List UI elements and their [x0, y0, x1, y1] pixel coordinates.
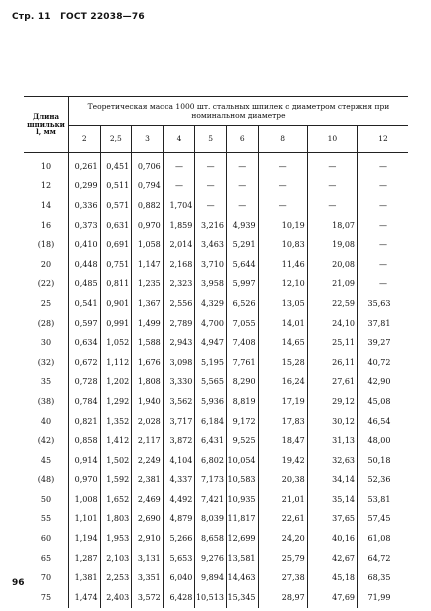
- mass-cell: 1,652: [100, 490, 132, 510]
- mass-cell: 18,47: [258, 431, 307, 451]
- mass-cell: 2,323: [163, 275, 195, 295]
- mass-cell: 24,20: [258, 529, 307, 549]
- length-cell: (22): [24, 275, 68, 295]
- mass-cell: 3,216: [195, 216, 227, 236]
- mass-cell: 2,014: [163, 235, 195, 255]
- mass-cell: 0,672: [68, 353, 100, 373]
- length-cell: 25: [24, 294, 68, 314]
- mass-cell: 19,42: [258, 451, 307, 471]
- mass-cell: —: [379, 259, 387, 269]
- mass-cell: 5,195: [195, 353, 227, 373]
- mass-cell: 57,45: [367, 514, 391, 524]
- mass-cell: 53,81: [367, 494, 391, 504]
- mass-cell: 1,502: [100, 451, 132, 471]
- length-cell: (42): [24, 431, 68, 451]
- mass-cell: 4,947: [195, 333, 227, 353]
- mass-cell: 3,872: [163, 431, 195, 451]
- mass-cell: —: [258, 153, 307, 177]
- mass-cell: 15,345: [226, 588, 258, 608]
- mass-cell: 5,266: [163, 529, 195, 549]
- diameter-header-cell: 12: [358, 126, 408, 153]
- length-cell: 12: [24, 177, 68, 197]
- mass-cell: 10,054: [226, 451, 258, 471]
- mass-cell: 1,859: [163, 216, 195, 236]
- mass-cell: 1,381: [68, 568, 100, 588]
- mass-cell: 0,631: [100, 216, 132, 236]
- length-cell: 35: [24, 373, 68, 393]
- mass-cell: 2,028: [132, 412, 164, 432]
- mass-cell: 45,18: [307, 568, 357, 588]
- mass-cell: 27,61: [307, 373, 357, 393]
- mass-cell: 18,07: [307, 216, 357, 236]
- mass-cell: 14,463: [226, 568, 258, 588]
- mass-cell: 2,556: [163, 294, 195, 314]
- mass-cell: 1,474: [68, 588, 100, 608]
- mass-cell: 1,808: [132, 373, 164, 393]
- mass-cell: 7,421: [195, 490, 227, 510]
- page-number: 96: [12, 578, 25, 588]
- mass-cell: 4,337: [163, 471, 195, 491]
- mass-cell: 25,79: [258, 549, 307, 569]
- mass-cell: 2,249: [132, 451, 164, 471]
- table-row: [24, 568, 408, 588]
- mass-cell: 2,789: [163, 314, 195, 334]
- table-row: [24, 373, 408, 393]
- diameter-header-cell: 8: [258, 126, 307, 153]
- mass-cell: 10,513: [195, 588, 227, 608]
- table-row: [24, 490, 408, 510]
- mass-cell: —: [379, 181, 387, 191]
- mass-cell: 3,717: [163, 412, 195, 432]
- length-cell: 75: [24, 588, 68, 608]
- mass-cell: —: [163, 177, 195, 197]
- mass-cell: 2,469: [132, 490, 164, 510]
- table-row: [24, 510, 408, 530]
- mass-cell: 0,261: [68, 153, 100, 177]
- mass-cell: 71,99: [367, 592, 391, 602]
- length-cell: (48): [24, 471, 68, 491]
- mass-cell: 4,879: [163, 510, 195, 530]
- mass-cell: 25,11: [307, 333, 357, 353]
- mass-cell: 29,12: [307, 392, 357, 412]
- mass-cell: 39,27: [367, 338, 391, 348]
- mass-cell: 3,562: [163, 392, 195, 412]
- mass-cell: 22,61: [258, 510, 307, 530]
- mass-cell: 7,173: [195, 471, 227, 491]
- mass-cell: 2,403: [100, 588, 132, 608]
- mass-cell: 1,940: [132, 392, 164, 412]
- length-cell: (28): [24, 314, 68, 334]
- mass-cell: 37,65: [307, 510, 357, 530]
- mass-cell: 5,936: [195, 392, 227, 412]
- mass-cell: 1,058: [132, 235, 164, 255]
- mass-cell: 20,38: [258, 471, 307, 491]
- table-row: [24, 353, 408, 373]
- mass-cell: 16,24: [258, 373, 307, 393]
- mass-cell: 1,112: [100, 353, 132, 373]
- mass-table: [24, 96, 408, 608]
- mass-cell: —: [226, 196, 258, 216]
- mass-cell: 21,09: [307, 275, 357, 295]
- length-header-line: Длина: [32, 112, 59, 122]
- mass-cell: —: [258, 177, 307, 197]
- mass-cell: 19,08: [307, 235, 357, 255]
- mass-cell: 5,653: [163, 549, 195, 569]
- mass-cell: 10,83: [258, 235, 307, 255]
- length-cell: 14: [24, 196, 68, 216]
- mass-cell: 14,65: [258, 333, 307, 353]
- mass-cell: 8,039: [195, 510, 227, 530]
- table-row: [24, 177, 408, 197]
- mass-cell: —: [307, 196, 357, 216]
- mass-cell: 1,953: [100, 529, 132, 549]
- mass-cell: 1,412: [100, 431, 132, 451]
- table-row: [24, 196, 408, 216]
- mass-cell: 7,761: [226, 353, 258, 373]
- length-cell: 60: [24, 529, 68, 549]
- table-row: [24, 549, 408, 569]
- mass-cell: 1,676: [132, 353, 164, 373]
- mass-cell: 1,194: [68, 529, 100, 549]
- mass-cell: 1,202: [100, 373, 132, 393]
- mass-cell: 12,699: [226, 529, 258, 549]
- mass-cell: 0,373: [68, 216, 100, 236]
- mass-cell: 0,634: [68, 333, 100, 353]
- mass-cell: 1,499: [132, 314, 164, 334]
- table-row: [24, 255, 408, 275]
- mass-cell: 35,14: [307, 490, 357, 510]
- diameter-header-row: [24, 126, 408, 153]
- mass-cell: 0,728: [68, 373, 100, 393]
- mass-cell: 0,451: [100, 153, 132, 177]
- mass-cell: 3,958: [195, 275, 227, 295]
- mass-cell: 11,817: [226, 510, 258, 530]
- mass-cell: 27,38: [258, 568, 307, 588]
- mass-cell: —: [226, 153, 258, 177]
- mass-cell: 8,290: [226, 373, 258, 393]
- mass-cell: 2,910: [132, 529, 164, 549]
- mass-cell: 7,055: [226, 314, 258, 334]
- mass-cell: 0,821: [68, 412, 100, 432]
- length-column-header: [24, 97, 68, 153]
- mass-cell: —: [379, 240, 387, 250]
- mass-cell: 0,784: [68, 392, 100, 412]
- mass-cell: 9,172: [226, 412, 258, 432]
- length-cell: (18): [24, 235, 68, 255]
- mass-cell: 32,63: [307, 451, 357, 471]
- mass-cell: 4,700: [195, 314, 227, 334]
- mass-cell: 3,463: [195, 235, 227, 255]
- mass-cell: 1,352: [100, 412, 132, 432]
- mass-cell: 5,997: [226, 275, 258, 295]
- mass-cell: —: [163, 153, 195, 177]
- mass-cell: —: [226, 177, 258, 197]
- mass-cell: —: [379, 279, 387, 289]
- length-cell: 55: [24, 510, 68, 530]
- mass-cell: —: [379, 200, 387, 210]
- diameter-header-cell: 10: [307, 126, 357, 153]
- table-row: [24, 588, 408, 608]
- mass-cell: 64,72: [367, 553, 391, 563]
- mass-cell: 24,10: [307, 314, 357, 334]
- mass-cell: 0,811: [100, 275, 132, 295]
- mass-cell: 35,63: [367, 298, 391, 308]
- mass-cell: 15,28: [258, 353, 307, 373]
- table-row: [24, 529, 408, 549]
- mass-cell: 21,01: [258, 490, 307, 510]
- length-cell: 40: [24, 412, 68, 432]
- mass-cell: 0,751: [100, 255, 132, 275]
- mass-cell: 40,16: [307, 529, 357, 549]
- mass-cell: 4,104: [163, 451, 195, 471]
- mass-cell: 0,794: [132, 177, 164, 197]
- length-header-line: шпильки: [27, 119, 65, 129]
- mass-cell: 6,040: [163, 568, 195, 588]
- mass-cell: 2,253: [100, 568, 132, 588]
- length-cell: 65: [24, 549, 68, 569]
- mass-cell: 0,448: [68, 255, 100, 275]
- mass-cell: 0,511: [100, 177, 132, 197]
- table-row: [24, 333, 408, 353]
- standard-code: ГОСТ 22038—76: [60, 12, 145, 22]
- mass-cell: —: [307, 153, 357, 177]
- length-cell: 16: [24, 216, 68, 236]
- mass-cell: 0,991: [100, 314, 132, 334]
- mass-cell: 2,168: [163, 255, 195, 275]
- length-cell: 10: [24, 153, 68, 177]
- table-row: [24, 412, 408, 432]
- mass-cell: 1,235: [132, 275, 164, 295]
- mass-cell: 5,291: [226, 235, 258, 255]
- mass-cell: —: [258, 196, 307, 216]
- mass-cell: 14,01: [258, 314, 307, 334]
- mass-cell: 1,803: [100, 510, 132, 530]
- mass-cell: 42,67: [307, 549, 357, 569]
- mass-cell: —: [379, 220, 387, 230]
- mass-cell: 3,098: [163, 353, 195, 373]
- length-cell: 20: [24, 255, 68, 275]
- diameter-header-cell: 6: [226, 126, 258, 153]
- mass-cell: 13,581: [226, 549, 258, 569]
- length-header-line: l, мм: [36, 127, 56, 137]
- mass-cell: 0,597: [68, 314, 100, 334]
- length-cell: (38): [24, 392, 68, 412]
- mass-cell: —: [195, 153, 227, 177]
- mass-cell: 5,644: [226, 255, 258, 275]
- mass-cell: 37,81: [367, 318, 391, 328]
- mass-cell: 1,292: [100, 392, 132, 412]
- mass-cell: 3,351: [132, 568, 164, 588]
- mass-cell: 46,54: [367, 416, 391, 426]
- mass-cell: 8,819: [226, 392, 258, 412]
- mass-cell: —: [307, 177, 357, 197]
- mass-cell: 20,08: [307, 255, 357, 275]
- mass-cell: 30,12: [307, 412, 357, 432]
- mass-cell: 0,541: [68, 294, 100, 314]
- mass-cell: 0,970: [132, 216, 164, 236]
- mass-cell: 0,858: [68, 431, 100, 451]
- mass-cell: 47,69: [307, 588, 357, 608]
- table-row: [24, 153, 408, 177]
- mass-cell: 45,08: [367, 396, 391, 406]
- page-header: [12, 12, 151, 22]
- mass-cell: 9,525: [226, 431, 258, 451]
- mass-cell: —: [195, 177, 227, 197]
- mass-cell: 5,565: [195, 373, 227, 393]
- mass-cell: 17,83: [258, 412, 307, 432]
- mass-cell: 0,485: [68, 275, 100, 295]
- diameter-header-cell: 5: [195, 126, 227, 153]
- mass-cell: 2,943: [163, 333, 195, 353]
- table-row: [24, 294, 408, 314]
- mass-cell: 0,882: [132, 196, 164, 216]
- mass-cell: 6,184: [195, 412, 227, 432]
- mass-cell: 0,299: [68, 177, 100, 197]
- mass-cell: 9,894: [195, 568, 227, 588]
- mass-cell: 6,428: [163, 588, 195, 608]
- table-row: [24, 216, 408, 236]
- table-row: [24, 314, 408, 334]
- mass-cell: 50,18: [367, 455, 391, 465]
- mass-cell: 0,691: [100, 235, 132, 255]
- mass-cell: 28,97: [258, 588, 307, 608]
- mass-cell: 26,11: [307, 353, 357, 373]
- mass-cell: 0,571: [100, 196, 132, 216]
- mass-cell: 2,690: [132, 510, 164, 530]
- mass-cell: 9,276: [195, 549, 227, 569]
- mass-cell: 4,492: [163, 490, 195, 510]
- mass-cell: 2,103: [100, 549, 132, 569]
- mass-cell: 1,588: [132, 333, 164, 353]
- mass-cell: 2,117: [132, 431, 164, 451]
- mass-cell: 17,19: [258, 392, 307, 412]
- mass-cell: 3,572: [132, 588, 164, 608]
- mass-cell: 1,367: [132, 294, 164, 314]
- mass-cell: 7,408: [226, 333, 258, 353]
- mass-cell: 0,336: [68, 196, 100, 216]
- mass-cell: 0,901: [100, 294, 132, 314]
- mass-cell: 40,72: [367, 357, 391, 367]
- length-cell: 45: [24, 451, 68, 471]
- mass-cell: —: [379, 161, 387, 171]
- mass-cell: 0,970: [68, 471, 100, 491]
- table-row: [24, 431, 408, 451]
- mass-cell: 22,59: [307, 294, 357, 314]
- table-row: [24, 275, 408, 295]
- mass-cell: 0,914: [68, 451, 100, 471]
- mass-cell: 10,935: [226, 490, 258, 510]
- mass-cell: 11,46: [258, 255, 307, 275]
- mass-cell: 1,052: [100, 333, 132, 353]
- mass-cell: 34,14: [307, 471, 357, 491]
- table-row: [24, 235, 408, 255]
- mass-cell: 1,101: [68, 510, 100, 530]
- mass-cell: 6,431: [195, 431, 227, 451]
- mass-cell: 12,10: [258, 275, 307, 295]
- mass-cell: 31,13: [307, 431, 357, 451]
- mass-cell: 4,329: [195, 294, 227, 314]
- mass-cell: 0,410: [68, 235, 100, 255]
- table-body: [24, 153, 408, 608]
- mass-cell: 0,706: [132, 153, 164, 177]
- mass-cell: 3,330: [163, 373, 195, 393]
- mass-cell: 10,19: [258, 216, 307, 236]
- length-cell: (32): [24, 353, 68, 373]
- page-label: Стр. 11: [12, 12, 51, 22]
- length-cell: 50: [24, 490, 68, 510]
- mass-cell: 1,147: [132, 255, 164, 275]
- mass-cell: 52,36: [367, 475, 391, 485]
- mass-cell: 42,90: [367, 377, 391, 387]
- table-row: [24, 471, 408, 491]
- mass-cell: 61,08: [367, 534, 391, 544]
- length-cell: 30: [24, 333, 68, 353]
- mass-cell: 6,526: [226, 294, 258, 314]
- mass-cell: 6,802: [195, 451, 227, 471]
- mass-cell: 8,658: [195, 529, 227, 549]
- mass-column-header: Теоретическая масса 1000 шт. стальных шпилек с диаметром стержня при номинальном диаметре: [68, 97, 408, 126]
- mass-cell: —: [195, 196, 227, 216]
- mass-cell: 68,35: [367, 573, 391, 583]
- mass-cell: 3,131: [132, 549, 164, 569]
- mass-cell: 1,287: [68, 549, 100, 569]
- length-cell: 70: [24, 568, 68, 588]
- table-row: [24, 451, 408, 471]
- mass-cell: 4,939: [226, 216, 258, 236]
- mass-cell: 1,592: [100, 471, 132, 491]
- diameter-header-cell: 2: [68, 126, 100, 153]
- mass-cell: 1,008: [68, 490, 100, 510]
- diameter-header-cell: 4: [163, 126, 195, 153]
- mass-cell: 48,00: [367, 436, 391, 446]
- mass-cell: 13,05: [258, 294, 307, 314]
- diameter-header-cell: 2,5: [100, 126, 132, 153]
- mass-cell: 1,704: [163, 196, 195, 216]
- diameter-header-cell: 3: [132, 126, 164, 153]
- mass-cell: 10,583: [226, 471, 258, 491]
- mass-cell: 3,710: [195, 255, 227, 275]
- mass-cell: 2,381: [132, 471, 164, 491]
- table-row: [24, 392, 408, 412]
